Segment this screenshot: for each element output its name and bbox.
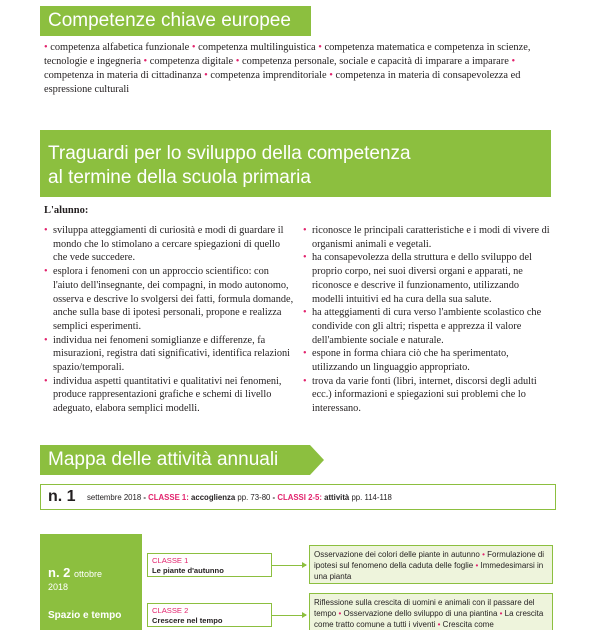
- traguardi-left-column: [44, 224, 294, 416]
- activity-item: Riflessione sulla crescita di uomini e animali con il passare del tempo: [314, 598, 535, 618]
- competenze-list: [44, 41, 544, 97]
- competenza-item: competenza imprenditoriale: [210, 70, 327, 81]
- competenza-item: competenza personale, sociale e capacità di imparare a imparare: [242, 56, 509, 67]
- activity-item: Osservazione dello sviluppo di una piantina: [343, 609, 498, 618]
- bullet: •: [329, 70, 333, 81]
- competenza-item: competenza in materia di cittadinanza: [44, 70, 202, 81]
- month-2-tab: [40, 534, 142, 630]
- bullet: •: [437, 620, 441, 629]
- bullet: •: [338, 609, 342, 618]
- traguardi-title-line2: al termine della scuola primaria: [48, 167, 311, 188]
- activity-box: [309, 593, 553, 630]
- bullet: •: [143, 56, 148, 67]
- section-title-mappa: [40, 445, 310, 475]
- traguardo-item: • individua nei fenomeni somiglianze e differenze, fa misurazioni, registra dati significativi, identifica relazioni spazio/temporali.: [44, 334, 294, 375]
- month-1-box: [40, 484, 556, 510]
- class-label: CLASSE 1: [152, 556, 189, 565]
- traguardo-item: • trova da varie fonti (libri, internet, discorsi degli adulti ecc.) informazioni e spiegazioni sui problemi che lo interessano.: [303, 375, 551, 416]
- class-2-5-pages: pp. 114-118: [351, 493, 392, 502]
- traguardo-item: • ha atteggiamenti di cura verso l'ambiente scolastico che condivide con gli altri; rispetta e apprezza il valore dell'ambiente sociale e naturale.: [303, 306, 551, 347]
- class-1-pages: pp. 73-80: [237, 493, 271, 502]
- class-label: CLASSE 2: [152, 606, 189, 615]
- traguardo-item: • esplora i fenomeni con un approccio scientifico: con l'aiuto dell'insegnante, dei compagni, in modo autonomo, osserva e descrive lo svolgersi dei fatti, formula domande, anche sulla base di ipotesi personali, propone e realizza semplici esperimenti.: [44, 265, 294, 334]
- class-1-label: CLASSE 1:: [148, 493, 189, 502]
- traguardi-title-line1: Traguardi per lo sviluppo della competenza: [48, 143, 411, 164]
- traguardi-intro: L'alunno:: [44, 205, 89, 216]
- bullet: •: [511, 56, 516, 67]
- class-box: [147, 603, 272, 627]
- activity-item: La crescita come tratto comune a tutti i viventi: [314, 609, 544, 629]
- traguardo-item: • individua aspetti quantitativi e qualitativi nei fenomeni, produce rappresentazioni grafiche e schemi di livello adeguato, elabora semplici modelli.: [44, 375, 294, 416]
- activity-item: Formulazione di ipotesi sul fenomeno della caduta delle foglie: [314, 550, 545, 570]
- activity-box: [309, 545, 553, 584]
- bullet: •: [475, 561, 479, 570]
- bullet: •: [235, 56, 240, 67]
- activity-item: Crescita come: [442, 620, 494, 629]
- bullet: •: [499, 609, 503, 618]
- traguardi-right-column: [303, 224, 551, 416]
- competenza-item: competenza digitale: [149, 56, 234, 67]
- class-2-5-topic: attività: [324, 493, 350, 502]
- month-1-info: [87, 493, 392, 502]
- month-1-number: n. 1: [48, 488, 76, 505]
- bullet: •: [482, 550, 485, 559]
- competenza-item: competenza in materia di consapevolezza ed espressione culturali: [44, 70, 521, 95]
- month-2-theme: Spazio e tempo: [48, 610, 122, 621]
- arrow-connector: [272, 615, 306, 616]
- activity-item: Osservazione dei colori delle piante in autunno: [314, 550, 480, 559]
- month-2-number: n. 2: [48, 565, 71, 580]
- month-1-date: settembre 2018: [87, 493, 142, 502]
- class-1-topic: accoglienza: [191, 493, 236, 502]
- bullet: •: [44, 42, 48, 53]
- month-2-heading: [48, 565, 102, 580]
- separator: -: [272, 493, 276, 502]
- traguardo-item: • sviluppa atteggiamenti di curiosità e modi di guardare il mondo che lo stimolano a cercare spiegazioni di quello che vede succedere.: [44, 224, 294, 265]
- class-2-5-label: CLASSI 2-5:: [277, 493, 322, 502]
- arrow-connector: [272, 565, 306, 566]
- section-title-traguardi: [40, 130, 551, 197]
- mappa-title: Mappa delle attività annuali: [48, 449, 279, 470]
- section-title-competenze: [40, 6, 311, 36]
- traguardo-item: • espone in forma chiara ciò che ha sperimentato, utilizzando un linguaggio appropriato.: [303, 347, 551, 374]
- class-name: Crescere nel tempo: [152, 615, 223, 625]
- bullet: •: [204, 70, 208, 81]
- competenza-item: competenza matematica e competenza in scienze, tecnologie e ingegneria: [44, 42, 531, 67]
- bullet: •: [318, 42, 322, 53]
- bullet: •: [191, 42, 196, 53]
- month-2-month: ottobre: [74, 569, 103, 579]
- class-name: Le piante d'autunno: [152, 565, 224, 575]
- traguardo-item: • riconosce le principali caratteristiche e i modi di vivere di organismi animali e vegetali.: [303, 224, 551, 251]
- activity-item: Immedesimarsi in una pianta: [314, 561, 544, 581]
- month-2-year: 2018: [48, 582, 69, 592]
- competenza-item: competenza alfabetica funzionale: [50, 42, 190, 53]
- traguardo-item: • ha consapevolezza della struttura e dello sviluppo del proprio corpo, nei suoi diversi organi e apparati, ne riconosce e descrive il funzionamento, utilizzando modelli intuitivi ed ha cura della sua salute.: [303, 251, 551, 306]
- separator: -: [143, 493, 146, 502]
- competenza-item: competenza multilinguistica: [198, 42, 316, 53]
- competenze-title: Competenze chiave europee: [48, 10, 291, 31]
- class-box: [147, 553, 272, 577]
